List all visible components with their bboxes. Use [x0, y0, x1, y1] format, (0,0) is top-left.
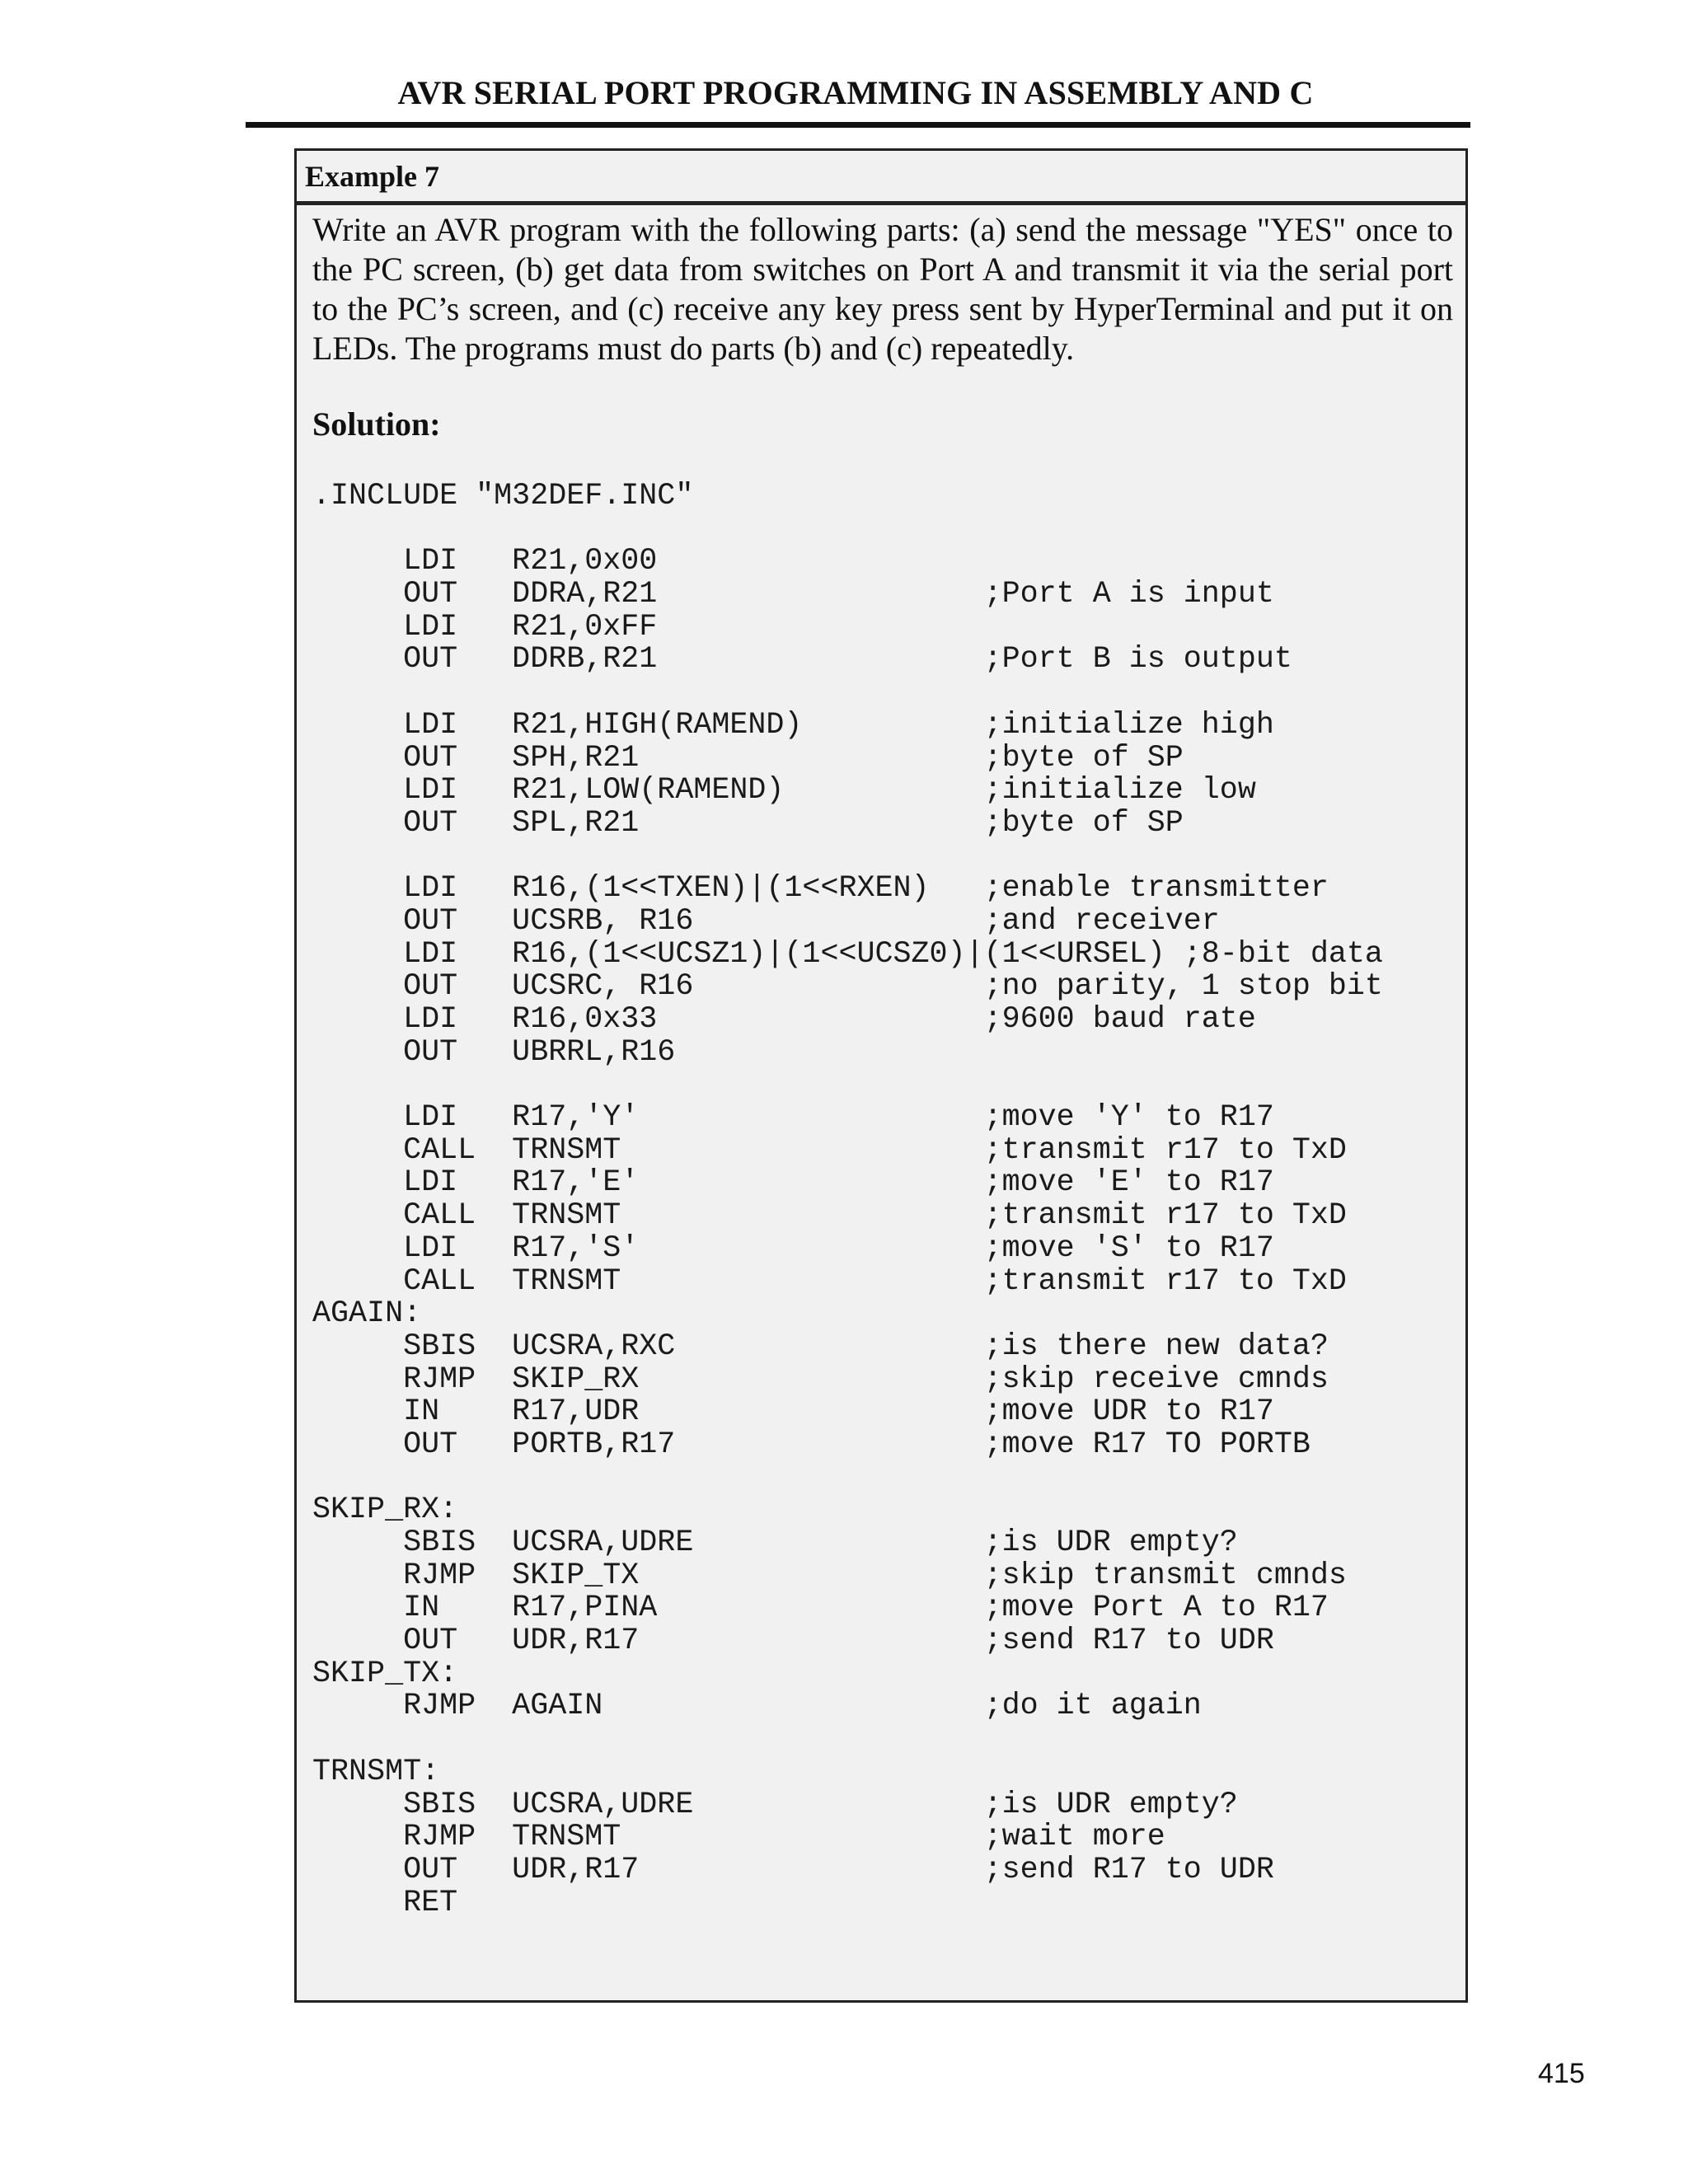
- code-line: [312, 1069, 1458, 1102]
- code-line: .INCLUDE "M32DEF.INC": [312, 479, 694, 513]
- header-rule: [246, 122, 1470, 128]
- code-line: [312, 1723, 1458, 1756]
- code-line: CALL TRNSMT ;transmit r17 to TxD: [312, 1198, 1347, 1234]
- code-line: [312, 841, 1458, 874]
- code-line: [312, 513, 1458, 546]
- code-line: IN R17,UDR ;move UDR to R17: [312, 1394, 1274, 1430]
- code-line: RJMP SKIP_RX ;skip receive cmnds: [312, 1361, 1329, 1397]
- code-line: SKIP_RX:: [312, 1493, 458, 1528]
- code-line: IN R17,PINA ;move Port A to R17: [312, 1591, 1329, 1626]
- code-line: SBIS UCSRA,RXC ;is there new data?: [312, 1329, 1329, 1364]
- code-line: SKIP_TX:: [312, 1656, 458, 1691]
- problem-statement: Write an AVR program with the following parts: (a) send the message "YES" once to the PC screen, (b) get data from switches on Port A and transmit it via the serial port to the PC’s screen, and (c) receive any key press sent by HyperTerminal and put it on LEDs. The programs must do parts (b) and (c) repeatedly.: [312, 211, 1453, 367]
- code-line: OUT PORTB,R17 ;move R17 TO PORTB: [312, 1427, 1311, 1462]
- running-header: AVR SERIAL PORT PROGRAMMING IN ASSEMBLY AND C: [397, 74, 1314, 111]
- code-line: LDI R21,HIGH(RAMEND) ;initialize high: [312, 707, 1274, 743]
- code-line: RET: [312, 1885, 458, 1920]
- code-line: OUT SPL,R21 ;byte of SP: [312, 805, 1184, 841]
- code-line: TRNSMT:: [312, 1754, 440, 1789]
- solution-label: Solution:: [312, 405, 441, 443]
- code-line: LDI R21,LOW(RAMEND) ;initialize low: [312, 773, 1256, 808]
- code-line: LDI R21,0x00: [312, 544, 658, 579]
- code-line: LDI R16,(1<<UCSZ1)|(1<<UCSZ0)|(1<<URSEL) ;8-bit data: [312, 936, 1383, 972]
- code-line: [312, 677, 1458, 710]
- code-line: RJMP TRNSMT ;wait more: [312, 1820, 1165, 1855]
- code-line: LDI R16,(1<<TXEN)|(1<<RXEN) ;enable transmitter: [312, 871, 1329, 907]
- code-line: SBIS UCSRA,UDRE ;is UDR empty?: [312, 1526, 1238, 1560]
- code-listing: [312, 480, 1458, 1919]
- code-line: LDI R17,'Y' ;move 'Y' to R17: [312, 1100, 1274, 1136]
- code-line: [312, 1462, 1458, 1495]
- code-line: CALL TRNSMT ;transmit r17 to TxD: [312, 1263, 1347, 1299]
- code-line: OUT UDR,R17 ;send R17 to UDR: [312, 1852, 1274, 1887]
- page-number: 415: [1538, 2058, 1585, 2089]
- code-line: LDI R17,'E' ;move 'E' to R17: [312, 1165, 1274, 1201]
- code-line: LDI R21,0xFF: [312, 609, 658, 644]
- code-line: RJMP SKIP_TX ;skip transmit cmnds: [312, 1558, 1347, 1593]
- code-line: OUT UCSRB, R16 ;and receiver: [312, 903, 1220, 939]
- example-title: Example 7: [305, 160, 440, 193]
- code-line: OUT UDR,R17 ;send R17 to UDR: [312, 1624, 1274, 1659]
- code-line: RJMP AGAIN ;do it again: [312, 1689, 1202, 1724]
- code-line: OUT UBRRL,R16: [312, 1034, 676, 1070]
- code-line: OUT UCSRC, R16 ;no parity, 1 stop bit: [312, 969, 1383, 1005]
- code-line: CALL TRNSMT ;transmit r17 to TxD: [312, 1132, 1347, 1168]
- code-line: OUT SPH,R21 ;byte of SP: [312, 740, 1184, 776]
- code-line: LDI R17,'S' ;move 'S' to R17: [312, 1230, 1274, 1266]
- code-line: AGAIN:: [312, 1296, 422, 1332]
- code-line: LDI R16,0x33 ;9600 baud rate: [312, 1002, 1256, 1037]
- example-box: [294, 148, 1468, 2003]
- example-title-row: [297, 151, 1465, 205]
- code-line: SBIS UCSRA,UDRE ;is UDR empty?: [312, 1787, 1238, 1822]
- code-line: OUT DDRA,R21 ;Port A is input: [312, 577, 1274, 612]
- code-line: OUT DDRB,R21 ;Port B is output: [312, 642, 1292, 677]
